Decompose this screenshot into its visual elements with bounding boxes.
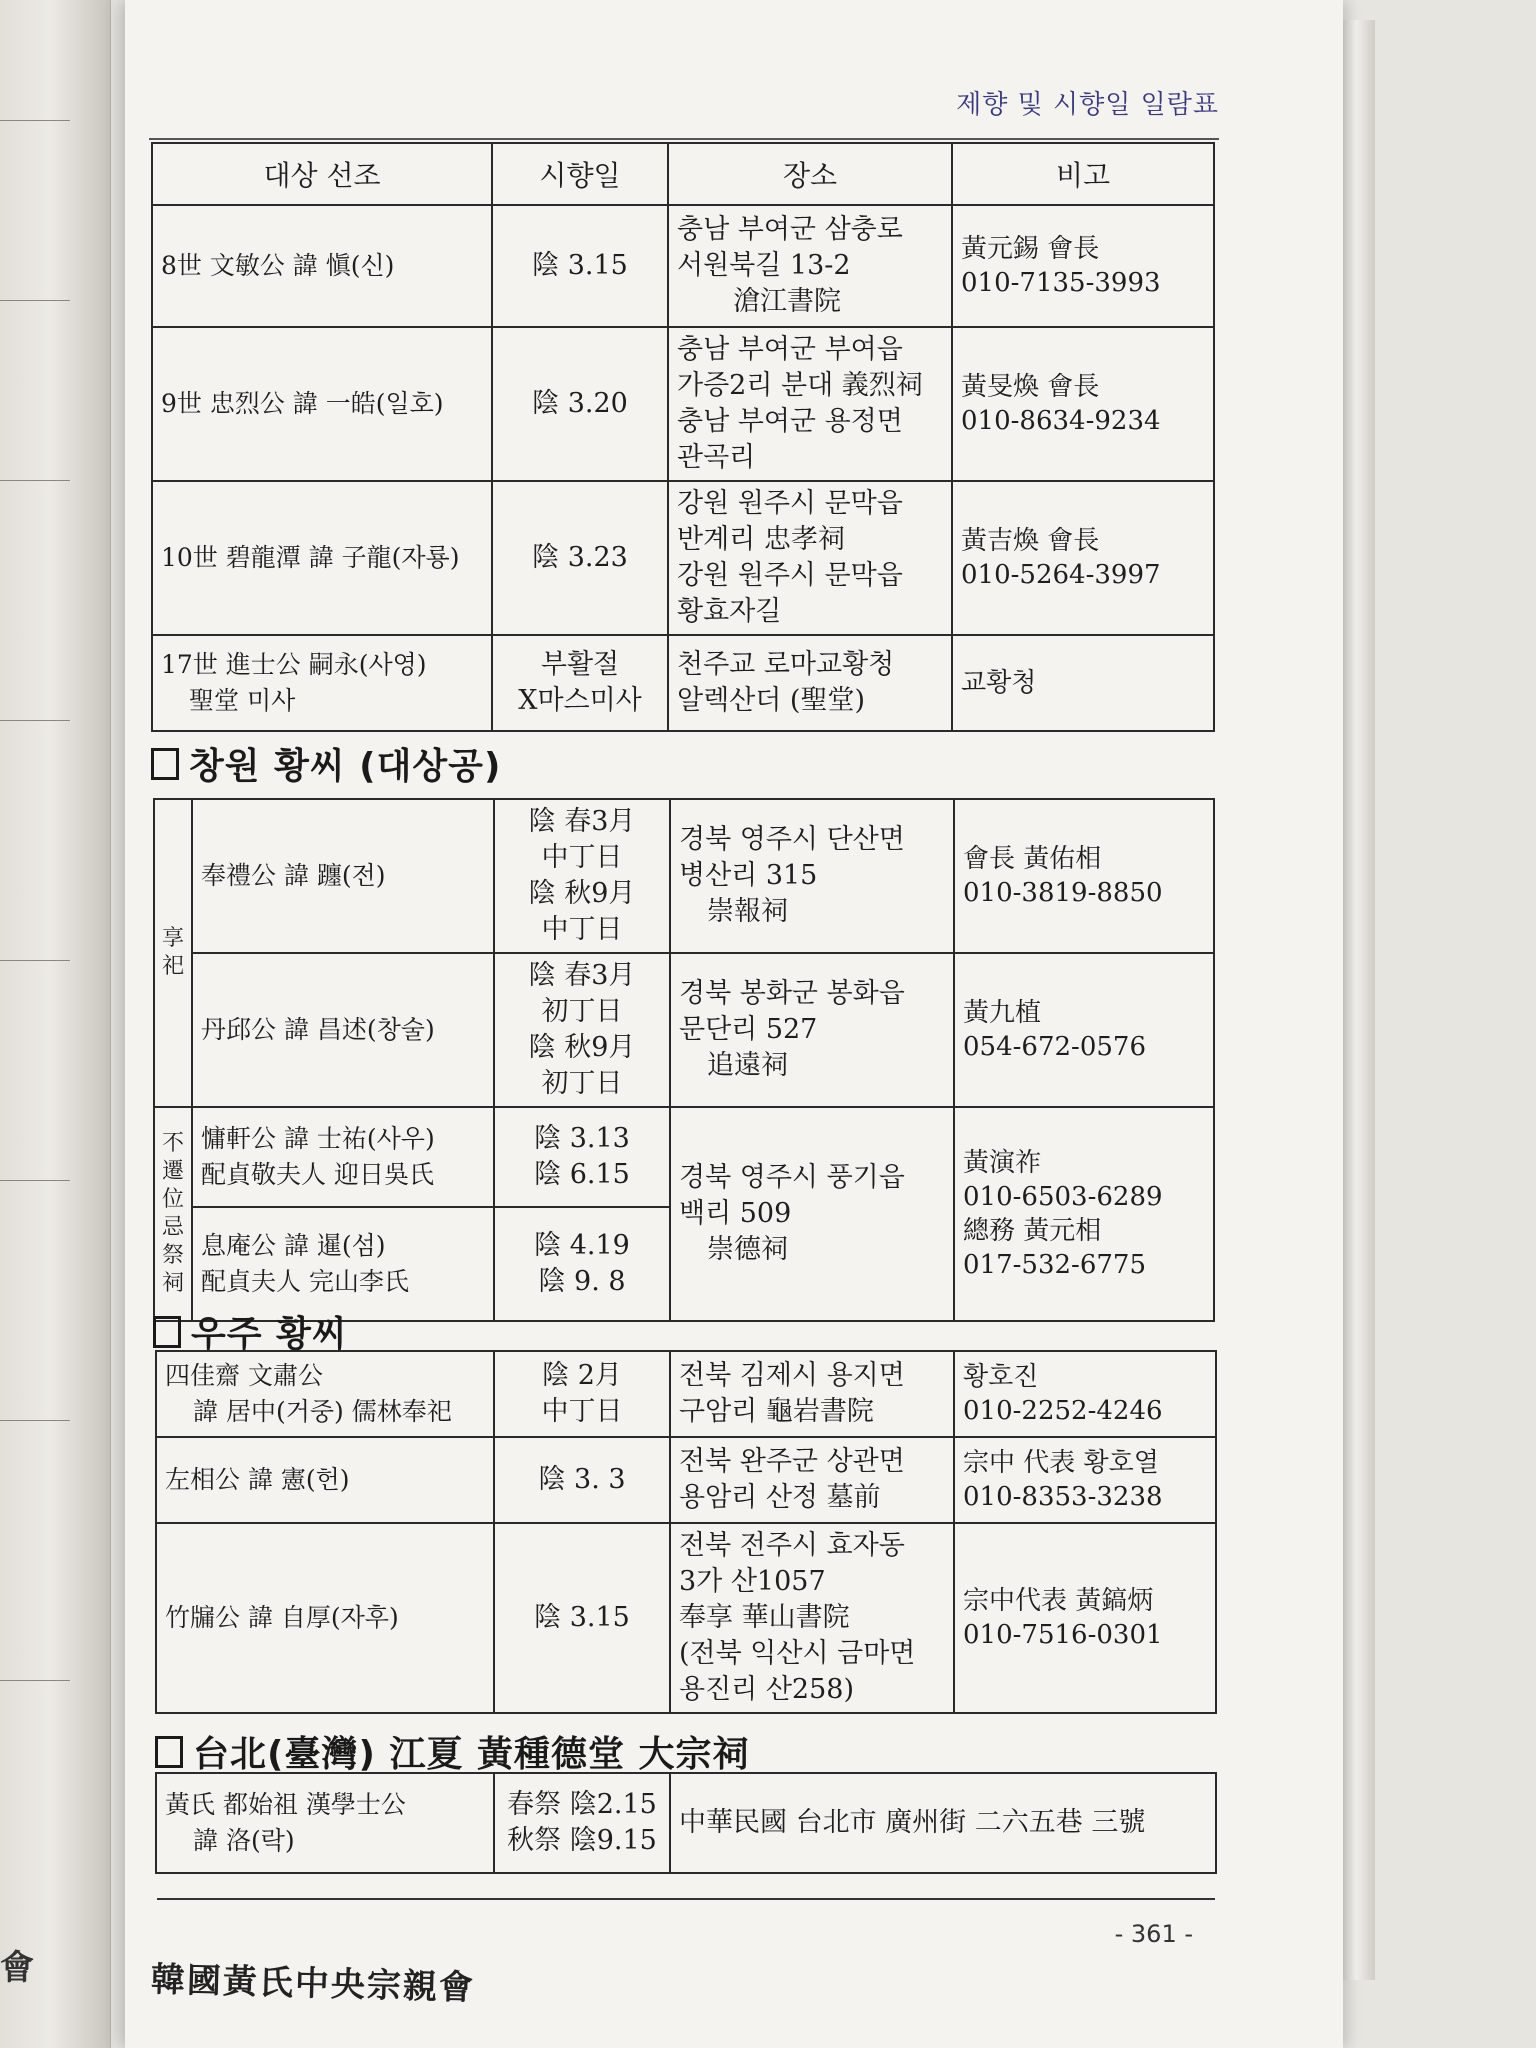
- place-cell: 전북 완주군 상관면 용암리 산정 墓前: [670, 1437, 954, 1523]
- note-cell: 宗中代表 黃鎬炳 010-7516-0301: [954, 1523, 1216, 1713]
- note-cell: 황호진 010-2252-4246: [954, 1351, 1216, 1437]
- col-header-place: 장소: [668, 143, 952, 205]
- table-row: [156, 1523, 1216, 1713]
- place-cell: 경북 영주시 단산면 병산리 315 崇報祠: [670, 799, 954, 953]
- place-cell: 中華民國 台北市 廣州街 二六五巷 三號: [670, 1773, 1216, 1873]
- ancestor-cell: 10世 碧龍潭 諱 子龍(자룡): [152, 481, 492, 635]
- table-header-row: [152, 143, 1214, 205]
- section-heading-changwon: 창원 황씨 (대상공): [151, 738, 501, 789]
- col-header-ancestor: 대상 선조: [152, 143, 492, 205]
- ancestor-cell: 9世 忠烈公 諱 一皓(일호): [152, 327, 492, 481]
- page-stack-edge: [1343, 20, 1375, 1980]
- col-header-date: 시향일: [492, 143, 668, 205]
- place-cell: 경북 봉화군 봉화읍 문단리 527 追遠祠: [670, 953, 954, 1107]
- date-cell: 陰 3.20: [492, 327, 668, 481]
- place-cell: 강원 원주시 문막읍 반계리 忠孝祠 강원 원주시 문막읍 황효자길: [668, 481, 952, 635]
- note-cell: 黃九植 054-672-0576: [954, 953, 1214, 1107]
- document-page: [125, 0, 1343, 2048]
- group-label-cell: 享祀: [154, 799, 192, 1107]
- ancestor-cell: 8世 文敏公 諱 愼(신): [152, 205, 492, 327]
- page-header: [149, 78, 1219, 140]
- footer-rule: [157, 1898, 1215, 1900]
- date-cell: 陰 3.15: [492, 205, 668, 327]
- date-cell: 陰 春3月 初丁日 陰 秋9月 初丁日: [494, 953, 670, 1107]
- date-cell: 陰 3.13 陰 6.15: [494, 1107, 670, 1207]
- note-cell: 會長 黃佑相 010-3819-8850: [954, 799, 1214, 953]
- place-cell: 충남 부여군 부여읍 가증2리 분대 義烈祠 충남 부여군 용정면 관곡리: [668, 327, 952, 481]
- table-row: [156, 1351, 1216, 1437]
- group-label-cell: 不遷位忌祭祠: [154, 1107, 192, 1321]
- place-cell: 경북 영주시 풍기읍 백리 509 崇德祠: [670, 1107, 954, 1321]
- ritual-table-taipei: [155, 1772, 1217, 1874]
- ancestor-cell: 黃氏 都始祖 漢學士公 諱 洛(락): [156, 1773, 494, 1873]
- date-cell: 陰 3.15: [494, 1523, 670, 1713]
- section-heading-taipei: 台北(臺灣) 江夏 黃種德堂 大宗祠: [155, 1726, 750, 1777]
- table-row: [154, 953, 1214, 1107]
- ancestor-cell: 丹邱公 諱 昌述(창술): [192, 953, 494, 1107]
- table-row: [154, 1107, 1214, 1207]
- page-number: - 361 -: [1114, 1920, 1193, 1948]
- ancestor-cell: 左相公 諱 憲(헌): [156, 1437, 494, 1523]
- table-row: [154, 799, 1214, 953]
- note-cell: 교황청: [952, 635, 1214, 731]
- table-row: [152, 327, 1214, 481]
- page-title: 제향 및 시향일 일람표: [956, 90, 1219, 120]
- ritual-table-main: [151, 142, 1215, 732]
- checkbox-square-icon: [151, 748, 179, 780]
- col-header-note: 비고: [952, 143, 1214, 205]
- ancestor-cell: 四佳齋 文肅公 諱 居中(거중) 儒林奉祀: [156, 1351, 494, 1437]
- note-cell: 黃元錫 會長 010-7135-3993: [952, 205, 1214, 327]
- date-cell: 陰 春3月 中丁日 陰 秋9月 中丁日: [494, 799, 670, 953]
- left-page-edge: [0, 0, 111, 2048]
- section-heading-uju: 우주 황씨: [153, 1306, 348, 1357]
- place-cell: 전북 김제시 용지면 구암리 龜岩書院: [670, 1351, 954, 1437]
- place-cell: 충남 부여군 삼충로 서원북길 13-2 滄江書院: [668, 205, 952, 327]
- checkbox-square-icon: [155, 1736, 183, 1768]
- ritual-table-changwon: [153, 798, 1215, 1322]
- note-cell: 宗中 代表 황호열 010-8353-3238: [954, 1437, 1216, 1523]
- place-cell: 전북 전주시 효자동 3가 산1057 奉享 華山書院 (전북 익산시 금마면 용진리 산258): [670, 1523, 954, 1713]
- table-row: [152, 205, 1214, 327]
- ancestor-cell: 竹牖公 諱 自厚(자후): [156, 1523, 494, 1713]
- place-cell: 천주교 로마교황청 알렉산더 (聖堂): [668, 635, 952, 731]
- ancestor-cell: 慵軒公 諱 士祐(사우) 配貞敬夫人 迎日吳氏: [192, 1107, 494, 1207]
- date-cell: 陰 2月 中丁日: [494, 1351, 670, 1437]
- checkbox-square-icon: [153, 1316, 181, 1348]
- note-cell: 黃演祚 010-6503-6289 總務 黃元相 017-532-6775: [954, 1107, 1214, 1321]
- ancestor-cell: 息庵公 諱 暹(섬) 配貞夫人 完山李氏: [192, 1207, 494, 1321]
- ancestor-cell: 奉禮公 諱 躔(전): [192, 799, 494, 953]
- date-cell: 陰 3. 3: [494, 1437, 670, 1523]
- ancestor-cell: 17世 進士公 嗣永(사영) 聖堂 미사: [152, 635, 492, 731]
- note-cell: 黃吉煥 會長 010-5264-3997: [952, 481, 1214, 635]
- table-row: [156, 1773, 1216, 1873]
- date-cell: 부활절 X마스미사: [492, 635, 668, 731]
- date-cell: 陰 3.23: [492, 481, 668, 635]
- table-row: [156, 1437, 1216, 1523]
- table-row: [152, 635, 1214, 731]
- date-cell: 春祭 陰2.15 秋祭 陰9.15: [494, 1773, 670, 1873]
- footer-brand-text: 韓國黃氏中央宗親會: [150, 1959, 476, 2009]
- note-cell: 黃旻煥 會長 010-8634-9234: [952, 327, 1214, 481]
- table-row: [152, 481, 1214, 635]
- ritual-table-uju: [155, 1350, 1217, 1714]
- date-cell: 陰 4.19 陰 9. 8: [494, 1207, 670, 1321]
- left-page-glyph: 會: [0, 1948, 34, 1988]
